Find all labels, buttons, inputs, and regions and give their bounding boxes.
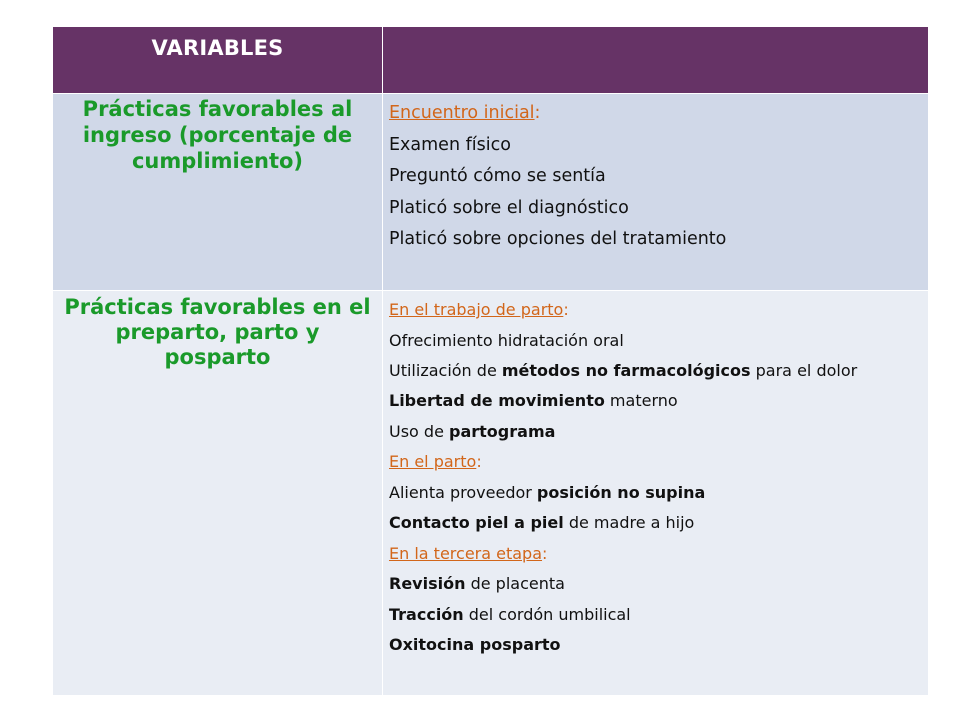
header-cell-variables [53,27,383,94]
row2-list [383,291,928,661]
header-row [53,27,929,94]
section-label-third-stage: En la tercera etapa [389,543,543,563]
row2-title: Prácticas favorables en el preparto, parto y posparto [64,295,371,369]
row1-section-heading: Encuentro inicial: [389,103,541,123]
section-heading-labor: En el trabajo de parto: [389,300,569,319]
list-item: Contacto piel a piel de madre a hijo [389,513,695,532]
table-row-admission [53,94,929,291]
list-item: Tracción del cordón umbilical [389,604,631,624]
row2-title-cell [53,291,383,696]
section-heading-delivery: En el parto: [389,452,482,471]
list-item: Alienta proveedor posición no supina [389,482,706,502]
row1-title-cell [53,94,383,291]
list-item: Platicó sobre opciones del tratamiento [389,229,727,249]
variables-table [52,26,929,696]
table-row-labor-delivery [53,291,929,696]
header-variables-label: VARIABLES [151,36,284,60]
list-item: Utilización de métodos no farmacológicos para el dolor [389,361,858,380]
row1-content-cell [383,94,929,291]
section-heading-third-stage: En la tercera etapa: [389,543,548,563]
list-item: Preguntó cómo se sentía [389,166,606,186]
list-item: Uso de partograma [389,421,556,441]
list-item: Examen físico [389,134,511,155]
row2-content-cell [383,291,929,696]
list-item: Platicó sobre el diagnóstico [389,197,629,218]
list-item: Libertad de movimiento materno [389,391,678,410]
row1-title: Prácticas favorables al ingreso (porcentaje de cumplimiento) [82,97,353,173]
section-label-labor: En el trabajo de parto [389,300,564,319]
section-label-initial-encounter: Encuentro inicial [389,103,535,123]
list-item: Ofrecimiento hidratación oral [389,330,624,350]
header-cell-empty [383,27,929,94]
row1-list [383,94,928,256]
section-label-delivery: En el parto [389,452,477,471]
list-item: Revisión de placenta [389,574,565,593]
list-item: Oxitocina posparto [389,635,561,654]
